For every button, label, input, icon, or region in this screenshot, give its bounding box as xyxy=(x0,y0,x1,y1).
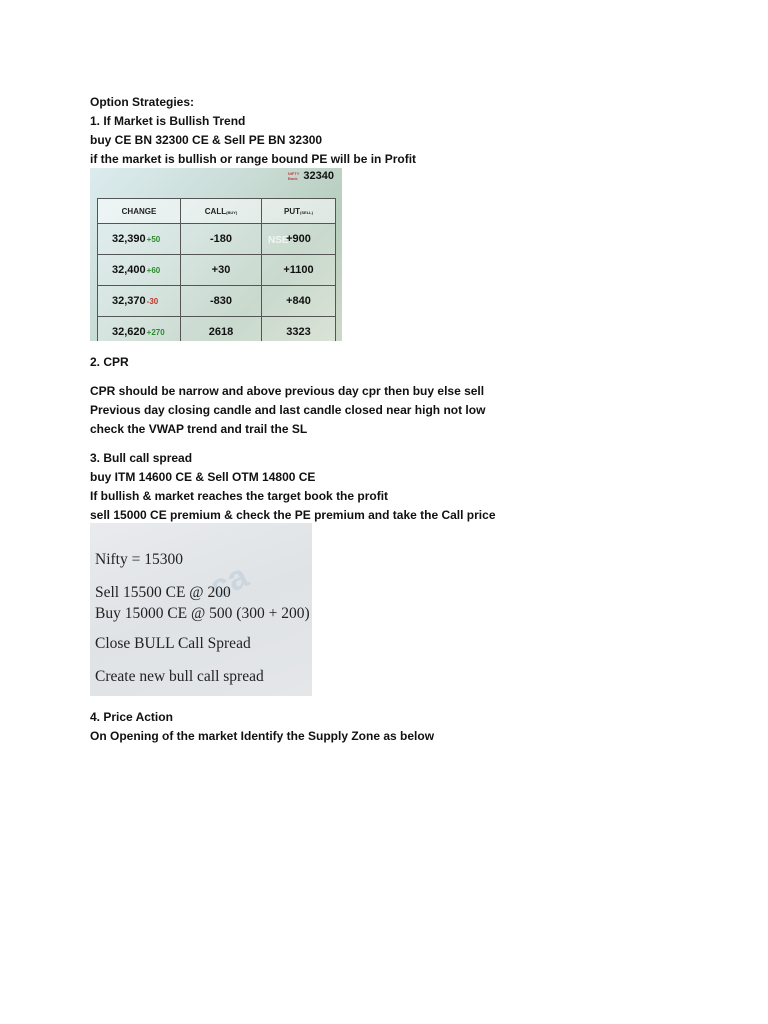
header-change: CHANGE xyxy=(98,199,181,224)
header-put-sub: (SELL) xyxy=(300,209,313,215)
section3-line2: If bullish & market reaches the target book the profit xyxy=(90,489,389,503)
section1-line1: buy CE BN 32300 CE & Sell PE BN 32300 xyxy=(90,133,323,147)
row-change: 32,370-30 xyxy=(98,286,181,317)
section2-title: 2. CPR xyxy=(90,355,129,369)
nse-watermark: NSE xyxy=(268,235,289,246)
section3-line3: sell 15000 CE premium & check the PE premium and take the Call price xyxy=(90,508,496,522)
option-change-table xyxy=(97,198,336,341)
table-row xyxy=(98,255,336,286)
header-put: PUT(SELL) xyxy=(262,199,336,224)
row-call: 2618 xyxy=(181,317,262,342)
row-call: -830 xyxy=(181,286,262,317)
option-table-image xyxy=(90,168,342,341)
section2-line2: Previous day closing candle and last candle closed near high not low xyxy=(90,403,486,417)
header-call: CALL(BUY) xyxy=(181,199,262,224)
row-change: 32,390+50 xyxy=(98,224,181,255)
row-put: 3323 xyxy=(262,317,336,342)
section2-line1: CPR should be narrow and above previous day cpr then buy else sell xyxy=(90,384,485,398)
section3-title: 3. Bull call spread xyxy=(90,451,193,465)
bull-call-spread-image xyxy=(90,523,312,696)
row-delta: +270 xyxy=(146,328,165,337)
row-call: -180 xyxy=(181,224,262,255)
section3-line1: buy ITM 14600 CE & Sell OTM 14800 CE xyxy=(90,470,316,484)
row-put: +840 xyxy=(262,286,336,317)
section1-title: 1. If Market is Bullish Trend xyxy=(90,114,246,128)
page-heading: Option Strategies: xyxy=(90,95,195,109)
row-put: +1100 xyxy=(262,255,336,286)
row-delta: -30 xyxy=(146,297,159,306)
image-watermark: ca xyxy=(203,556,254,608)
section2-line3: check the VWAP trend and trail the SL xyxy=(90,422,308,436)
section1-line2: if the market is bullish or range bound PE will be in Profit xyxy=(90,152,417,166)
row-delta: +50 xyxy=(146,235,161,244)
table-row xyxy=(98,224,336,255)
section4-line1: On Opening of the market Identify the Supply Zone as below xyxy=(90,729,435,743)
note-line1: Nifty = 15300 xyxy=(95,551,183,568)
header-call-sub: (BUY) xyxy=(226,209,238,215)
row-change: 32,620+270 xyxy=(98,317,181,342)
table-header-row xyxy=(98,199,336,224)
nifty-bank-ticker xyxy=(288,170,334,182)
row-put: +900 xyxy=(262,224,336,255)
section4-title: 4. Price Action xyxy=(90,710,173,724)
row-delta: +60 xyxy=(146,266,161,275)
note-line3: Buy 15000 CE @ 500 (300 + 200) xyxy=(95,605,310,622)
table-row xyxy=(98,317,336,342)
ticker-value: 32340 xyxy=(303,170,334,182)
row-change: 32,400+60 xyxy=(98,255,181,286)
ticker-label-bank: Bank xyxy=(287,176,298,181)
note-line4: Close BULL Call Spread xyxy=(95,635,251,652)
ticker-label-nifty: NIFTY xyxy=(287,171,300,176)
table-row xyxy=(98,286,336,317)
note-line2: Sell 15500 CE @ 200 xyxy=(95,584,231,601)
note-line5: Create new bull call spread xyxy=(95,668,264,685)
row-call: +30 xyxy=(181,255,262,286)
